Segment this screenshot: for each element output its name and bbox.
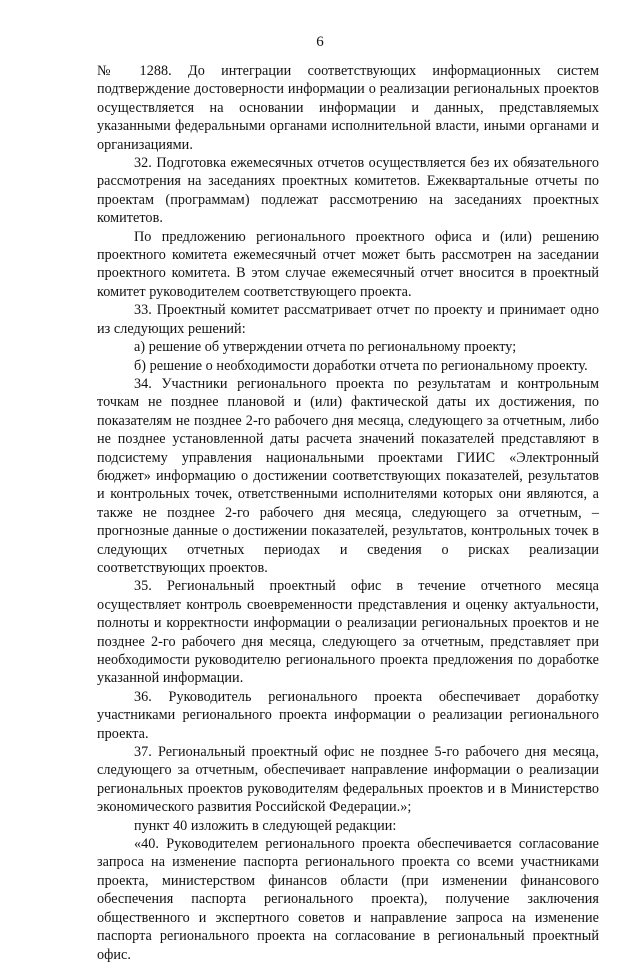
paragraph-34: 34. Участники регионального проекта по результатам и контрольным точкам не позднее плановой и (или) фактической даты их достижения, по показателям не позднее 2-го рабочего дня месяца, следующего за отчетным, либо не позднее установленной даты расчета значений показателей представляют в подсистему управления национальными проектами ГИИС «Электронный бюджет» информацию о достижении соответствующих показателей, результатов и контрольных точек, ответственными исполнителями которых они являются, а также не позднее 2-го рабочего дня месяца, следующего за отчетным, – прогнозные данные о достижении показателей, результатов, контрольных точек в следующих отчетных периодах и сведения о рисках реализации соответствующих проектов. xyxy=(97,375,599,576)
paragraph-37: 37. Региональный проектный офис не позднее 5-го рабочего дня месяца, следующего за отчетным, обеспечивает направление информации о реализации региональных проектов руководителям федеральных проектов и в Министерство экономического развития Российской Федерации.»; xyxy=(97,744,599,816)
paragraph-monthly-report: По предложению регионального проектного офиса и (или) решению проектного комитета ежемесячный отчет может быть рассмотрен на заседании проектного комитета. В этом случае ежемесячный отчет вносится в проектный комитет руководителем соответствующего проекта. xyxy=(97,228,599,300)
paragraph-amendment-intro: пункт 40 изложить в следующей редакции: xyxy=(134,817,397,834)
page-number: 6 xyxy=(316,34,324,50)
paragraph-36: 36. Руководитель регионального проекта обеспечивает доработку участниками регионального проекта информации о реализации регионального проекта. xyxy=(97,688,599,742)
paragraph-continuation: № 1288. До интеграции соответствующих информационных систем подтверждение достоверности информации о реализации региональных проектов осуществляется на основании информации и данных, представляемых указанными федеральными органами исполнительной власти, иными органами и организациями. xyxy=(97,63,599,153)
paragraph-33-b: б) решение о необходимости доработки отчета по региональному проекту. xyxy=(134,357,588,374)
paragraph-32: 32. Подготовка ежемесячных отчетов осуществляется без их обязательного рассмотрения на заседаниях проектных комитетов. Ежеквартальные отчеты по проектам (программам) подлежат рассмотрению на заседаниях проектных комитетов. xyxy=(97,155,599,227)
paragraph-33-a: а) решение об утверждении отчета по региональному проекту; xyxy=(134,339,517,356)
document-body xyxy=(97,62,599,964)
paragraph-33: 33. Проектный комитет рассматривает отчет по проекту и принимает одно из следующих решений: xyxy=(97,302,599,337)
paragraph-40: «40. Руководителем регионального проекта обеспечивается согласование запроса на изменение паспорта регионального проекта со всеми участниками проекта, министерством финансов области (при изменении финансового обеспечения паспорта регионального проекта), получение заключения общественного и экспертного советов и направление запроса на изменение паспорта регионального проекта на согласование в региональный проектный офис. xyxy=(97,836,599,963)
paragraph-35: 35. Региональный проектный офис в течение отчетного месяца осуществляет контроль своевременности представления и оценку актуальности, полноты и корректности информации о реализации региональных проектов и не позднее 2-го рабочего дня месяца, следующего за отчетным, представляет при необходимости руководителю регионального проекта предложения по доработке указанной информации. xyxy=(97,578,599,687)
